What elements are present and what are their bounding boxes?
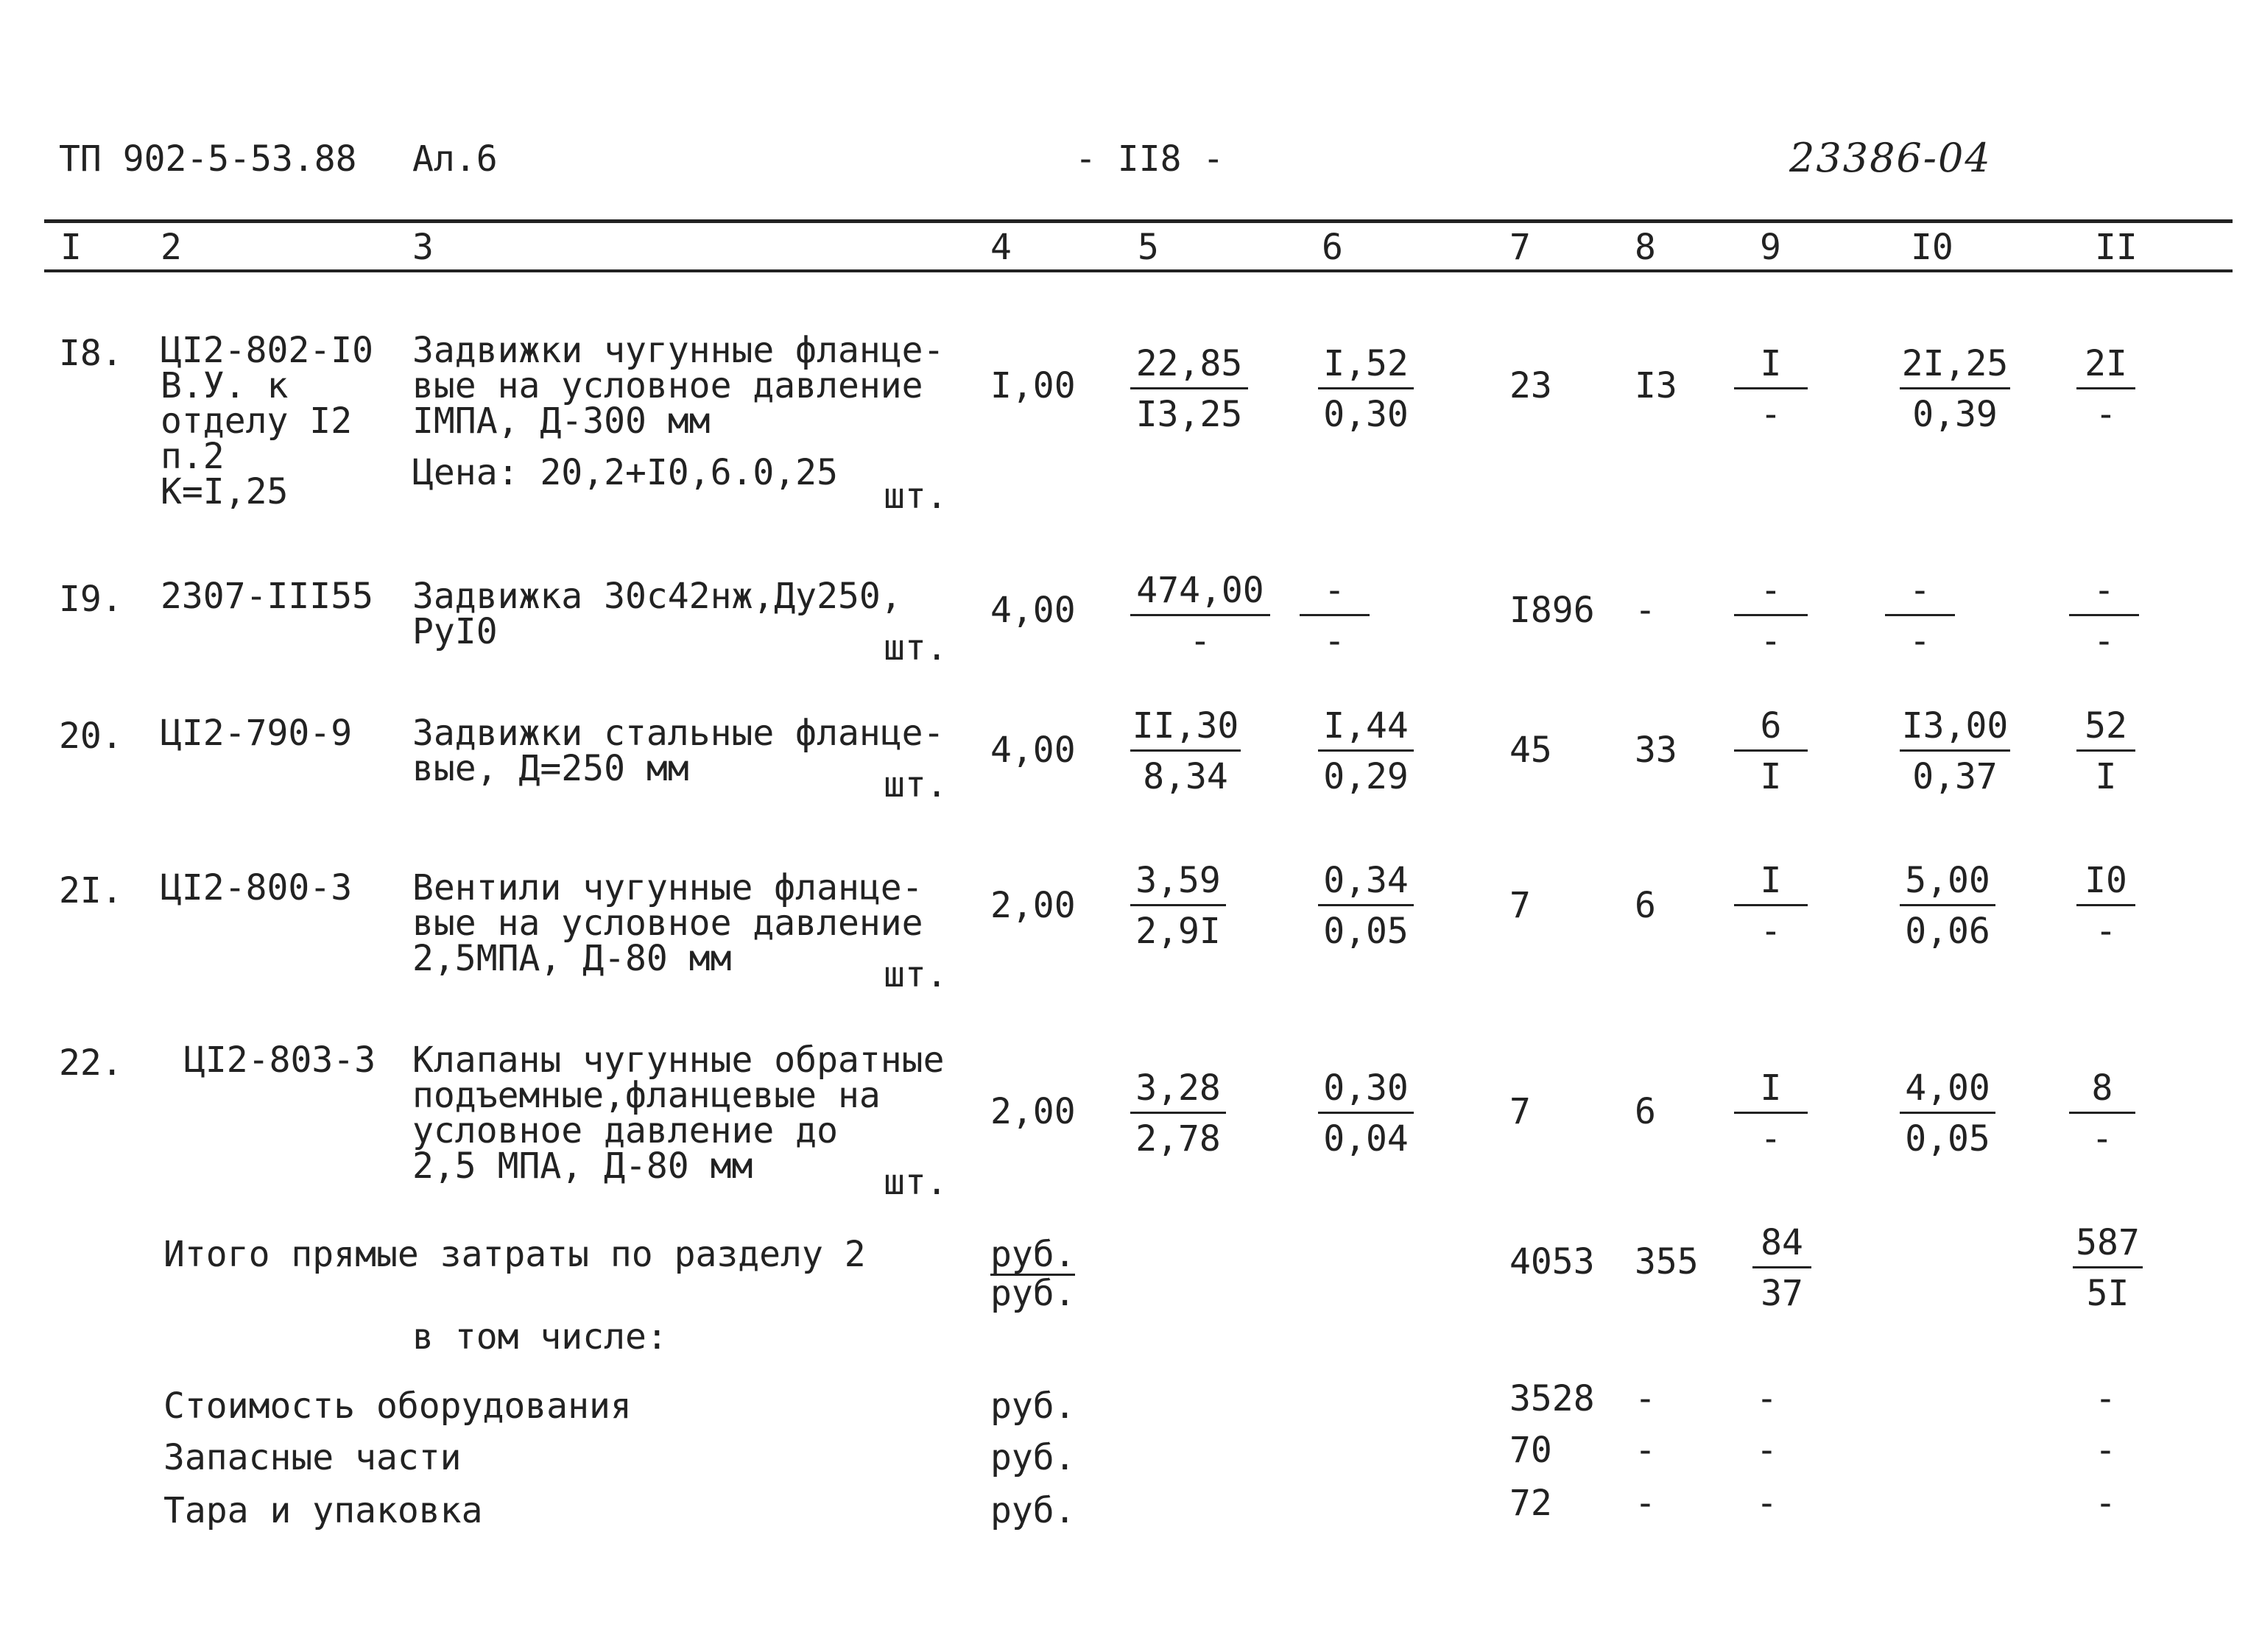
row-col6-fraction: I,52 0,30 [1318,346,1414,432]
totals-col9-fraction: 84 37 [1752,1225,1811,1311]
row-col7: 7 [1509,1091,1531,1132]
row-number: 22. [59,1042,123,1084]
row-number: 2I. [59,870,123,911]
row-col6-fraction: - - [1300,573,1370,659]
row-col5-fraction: 3,28 2,78 [1130,1070,1226,1157]
row-col11-fraction: - - [2069,573,2139,659]
row-unit: шт. [884,1162,948,1203]
item-label: Запасные части [163,1437,462,1478]
row-price-formula: Цена: 20,2+I0,6.0,25 [412,452,838,493]
row-col8: - [1635,590,1656,631]
column-header-10: I0 [1911,227,1953,268]
row-description: Вентили чугунные фланце- вые на условное давление 2,5МПА, Д-80 мм [412,867,923,979]
totals-col11-fraction: 587 5I [2073,1225,2143,1311]
row-col9-fraction: - - [1734,573,1808,659]
item-col7: 72 [1509,1483,1552,1524]
item-label: Тара и упаковка [163,1490,483,1531]
column-header-1: I [60,227,82,268]
column-header-4: 4 [990,227,1012,268]
column-header-6: 6 [1322,227,1343,268]
row-col8: 6 [1635,1091,1656,1132]
row-unit: шт. [884,954,948,995]
totals-label: Итого прямые затраты по разделу 2 [163,1234,866,1275]
row-code: ЦI2-800-3 [161,867,353,908]
row-col10-fraction: - - [1885,573,1955,659]
row-col5-fraction: 474,00 - [1130,573,1270,659]
row-col9-fraction: 6 I [1734,708,1808,794]
row-col7: 23 [1509,365,1552,406]
header-bottom-rule [44,269,2233,272]
row-unit: шт. [884,627,948,668]
row-col8: 6 [1635,885,1656,926]
including-label: в том числе: [412,1316,668,1358]
row-col10-fraction: 4,00 0,05 [1900,1070,1995,1157]
row-description: Задвижки чугунные фланце- вые на условное давление IМПА, Д-300 мм [412,330,945,442]
item-col8: - [1635,1483,1656,1524]
item-unit: руб. [990,1437,1076,1478]
album-number: Ал.6 [412,138,498,180]
row-unit: шт. [884,764,948,805]
column-header-11: II [2095,227,2138,268]
row-col9-fraction: I - [1734,863,1808,949]
doc-code: ТП 902-5-53.88 [59,138,357,180]
row-col6-fraction: 0,34 0,05 [1318,863,1414,949]
row-col6-fraction: 0,30 0,04 [1318,1070,1414,1157]
column-header-9: 9 [1760,227,1781,268]
item-col7: 70 [1509,1430,1552,1471]
header-top-rule [44,219,2233,223]
row-code: ЦI2-790-9 [161,713,353,754]
column-header-8: 8 [1635,227,1656,268]
row-description: Задвижка 30с42нж,Ду250, РуI0 [412,576,902,652]
row-col10-fraction: 5,00 0,06 [1900,863,1995,949]
item-col11: - [2095,1430,2116,1471]
row-description: Задвижки стальные фланце- вые, Д=250 мм [412,713,945,789]
row-code: ЦI2-803-3 [184,1039,376,1081]
row-col7: 45 [1509,730,1552,771]
row-col11-fraction: 8 - [2069,1070,2135,1157]
item-col11: - [2095,1483,2116,1524]
row-number: I8. [59,333,123,374]
item-unit: руб. [990,1386,1076,1427]
row-col6-fraction: I,44 0,29 [1318,708,1414,794]
column-header-5: 5 [1138,227,1159,268]
column-header-7: 7 [1509,227,1531,268]
row-quantity: 2,00 [990,1091,1076,1132]
item-col7: 3528 [1509,1378,1595,1419]
row-col9-fraction: I - [1734,346,1808,432]
column-header-2: 2 [161,227,182,268]
row-col7: 7 [1509,885,1531,926]
row-code: ЦI2-802-I0 В.У. к отделу I2 п.2 К=I,25 [161,330,373,512]
row-col7: I896 [1509,590,1595,631]
item-col8: - [1635,1430,1656,1471]
row-quantity: 2,00 [990,885,1076,926]
row-quantity: I,00 [990,365,1076,406]
row-col11-fraction: 2I - [2076,346,2135,432]
item-label: Стоимость оборудования [163,1386,632,1427]
row-number: I9. [59,579,123,620]
row-unit: шт. [884,476,948,517]
item-col8: - [1635,1378,1656,1419]
page-number: - II8 - [1075,138,1225,180]
row-number: 20. [59,716,123,757]
row-col5-fraction: II,30 8,34 [1130,708,1241,794]
item-col9: - [1756,1483,1777,1524]
row-col9-fraction: I - [1734,1070,1808,1157]
item-unit: руб. [990,1490,1076,1531]
item-col9: - [1756,1430,1777,1471]
row-col10-fraction: 2I,25 0,39 [1900,346,2010,432]
row-col5-fraction: 3,59 2,9I [1130,863,1226,949]
column-header-3: 3 [412,227,434,268]
item-col9: - [1756,1378,1777,1419]
row-code: 2307-III55 [161,576,373,617]
row-col10-fraction: I3,00 0,37 [1900,708,2010,794]
row-description: Клапаны чугунные обратные подъемные,фланцевые на условное давление до 2,5 МПА, Д-80 мм [412,1039,945,1187]
row-col8: I3 [1635,365,1677,406]
totals-col7: 4053 [1509,1241,1595,1282]
totals-col8: 355 [1635,1241,1699,1282]
handwritten-inventory-number: 23386-04 [1789,135,1992,181]
row-col11-fraction: 52 I [2076,708,2135,794]
row-quantity: 4,00 [990,590,1076,631]
row-col5-fraction: 22,85 I3,25 [1130,346,1248,432]
item-col11: - [2095,1378,2116,1419]
row-quantity: 4,00 [990,730,1076,771]
row-col8: 33 [1635,730,1677,771]
totals-unit-fraction: руб. руб. [990,1234,1076,1314]
row-col11-fraction: I0 - [2076,863,2135,949]
